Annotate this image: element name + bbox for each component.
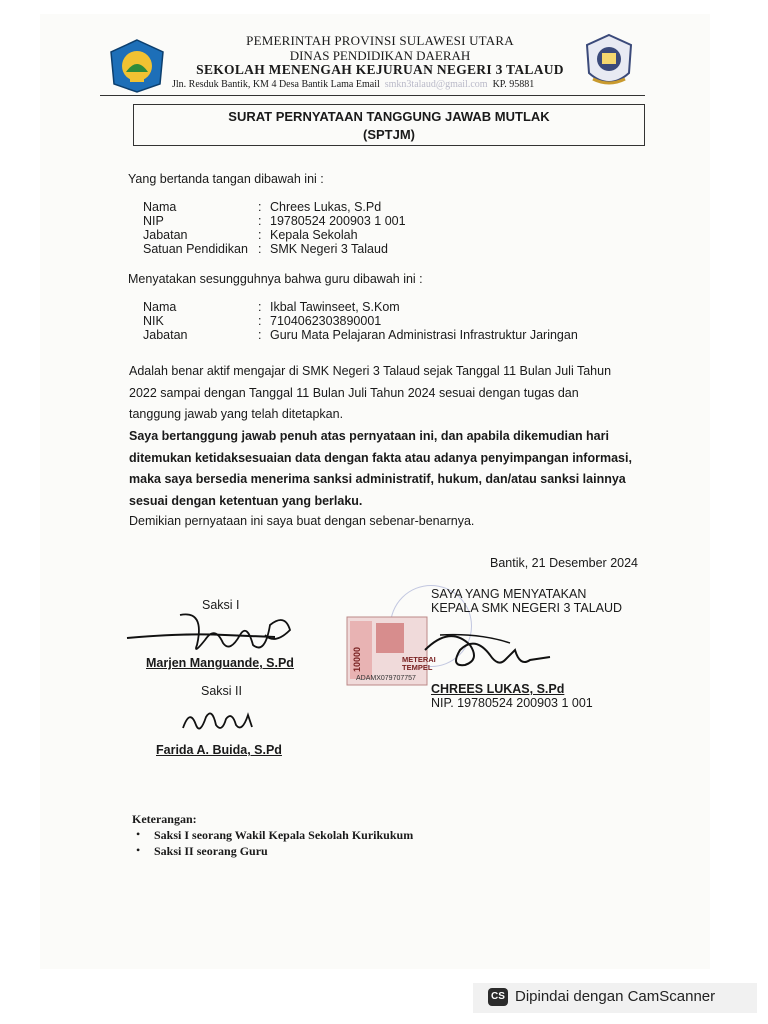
letterhead-department: DINAS PENDIDIKAN DAERAH xyxy=(289,48,471,63)
signer-position-label: Jabatan xyxy=(143,228,188,242)
declarant-position: KEPALA SMK NEGERI 3 TALAUD xyxy=(431,601,623,615)
colon: : xyxy=(258,242,262,256)
postal-code: KP. 95881 xyxy=(492,79,535,90)
witness1-label: Saksi I xyxy=(202,598,240,612)
teacher-name-label: Nama xyxy=(143,300,177,314)
signer-unit-value: SMK Negeri 3 Talaud xyxy=(270,242,388,256)
colon: : xyxy=(258,200,262,214)
document-title: SURAT PERNYATAAN TANGGUNG JAWAB MUTLAK xyxy=(228,109,550,124)
meterai-serial: ADAMX079707757 xyxy=(356,675,416,682)
teacher-nik-value: 7104062303890001 xyxy=(270,314,382,328)
letterhead-divider xyxy=(100,95,645,96)
province-emblem-icon xyxy=(108,38,166,94)
meterai-label: METERAI TEMPEL xyxy=(402,655,436,672)
colon: : xyxy=(258,214,262,228)
meterai-value: 10000 xyxy=(352,646,362,672)
signer-unit-label: Satuan Pendidikan xyxy=(143,242,248,256)
paragraph-line: tanggung jawab yang telah ditetapkan. xyxy=(129,407,344,421)
colon: : xyxy=(258,314,262,328)
teacher-nik-label: NIK xyxy=(143,314,164,328)
closing-text: Demikian pernyataan ini saya buat dengan sebenar-benarnya. xyxy=(129,514,475,528)
paragraph-responsibility xyxy=(129,426,645,512)
witness1-signature-icon xyxy=(125,605,300,660)
colon: : xyxy=(258,328,262,342)
letterhead-address xyxy=(172,79,534,90)
paragraph-line: Adalah benar aktif mengajar di SMK Negeri 3 Talaud sejak Tanggal 11 Bulan Juli Tahun xyxy=(129,364,612,378)
letterhead-government: PEMERINTAH PROVINSI SULAWESI UTARA xyxy=(246,33,514,48)
note-item: Saksi I seorang Wakil Kepala Sekolah Kurikukum xyxy=(154,828,414,842)
teacher-name-value: Ikbal Tawinseet, S.Kom xyxy=(270,300,400,314)
school-logo-icon xyxy=(583,33,635,93)
colon: : xyxy=(258,228,262,242)
notes-heading: Keterangan: xyxy=(132,812,197,826)
signer-position-value: Kepala Sekolah xyxy=(270,228,358,242)
declare-text: Menyatakan sesungguhnya bahwa guru dibawah ini : xyxy=(128,272,423,286)
address-text: Jln. Resduk Bantik, KM 4 Desa Bantik Lama Email xyxy=(172,79,380,90)
paragraph-statement xyxy=(129,361,645,426)
declarant-nip: NIP. 19780524 200903 1 001 xyxy=(431,696,593,710)
signer-nip-value: 19780524 200903 1 001 xyxy=(270,214,406,228)
witness1-name: Marjen Manguande, S.Pd xyxy=(146,656,294,670)
intro-text: Yang bertanda tangan dibawah ini : xyxy=(128,172,324,186)
redacted-email: smkn3talaud@gmail.com xyxy=(382,79,491,90)
declarant-heading: SAYA YANG MENYATAKAN xyxy=(431,587,587,601)
place-date: Bantik, 21 Desember 2024 xyxy=(490,556,639,570)
signer-nip-label: NIP xyxy=(143,214,164,228)
signer-name-label: Nama xyxy=(143,200,177,214)
letterhead-school: SEKOLAH MENENGAH KEJURUAN NEGERI 3 TALAUD xyxy=(196,62,564,77)
signer-name-value: Chrees Lukas, S.Pd xyxy=(270,200,382,214)
bullet-icon: • xyxy=(136,843,141,857)
witness2-label: Saksi II xyxy=(201,684,242,698)
title-box xyxy=(133,104,645,146)
note-item: Saksi II seorang Guru xyxy=(154,844,268,858)
paragraph-line: Saya bertanggung jawab penuh atas pernyataan ini, dan apabila dikemudian hari xyxy=(129,429,609,443)
witness2-name: Farida A. Buida, S.Pd xyxy=(156,743,282,757)
teacher-position-value: Guru Mata Pelajaran Administrasi Infrastruktur Jaringan xyxy=(270,328,578,342)
bullet-icon: • xyxy=(136,827,141,841)
document-subtitle: (SPTJM) xyxy=(363,127,415,142)
camscanner-text: Dipindai dengan CamScanner xyxy=(515,988,716,1005)
paragraph-line: maka saya bersedia menerima sanksi administratif, hukum, dan/atau sanksi lainnya xyxy=(129,472,626,486)
paragraph-line: sesuai dengan ketentuan yang berlaku. xyxy=(129,493,363,508)
witness2-signature-icon xyxy=(178,703,258,739)
paragraph-line: ditemukan ketidaksesuaian data dengan fakta atau adanya penyimpangan informasi, xyxy=(129,450,632,465)
teacher-position-label: Jabatan xyxy=(143,328,188,342)
declarant-signature-icon xyxy=(420,605,560,685)
paragraph-line: 2022 sampai dengan Tanggal 11 Bulan Juli Tahun 2024 sesuai dengan tugas dan xyxy=(129,385,579,400)
declarant-name: CHREES LUKAS, S.Pd xyxy=(431,682,565,696)
colon: : xyxy=(258,300,262,314)
camscanner-logo-icon: CS xyxy=(488,988,508,1006)
